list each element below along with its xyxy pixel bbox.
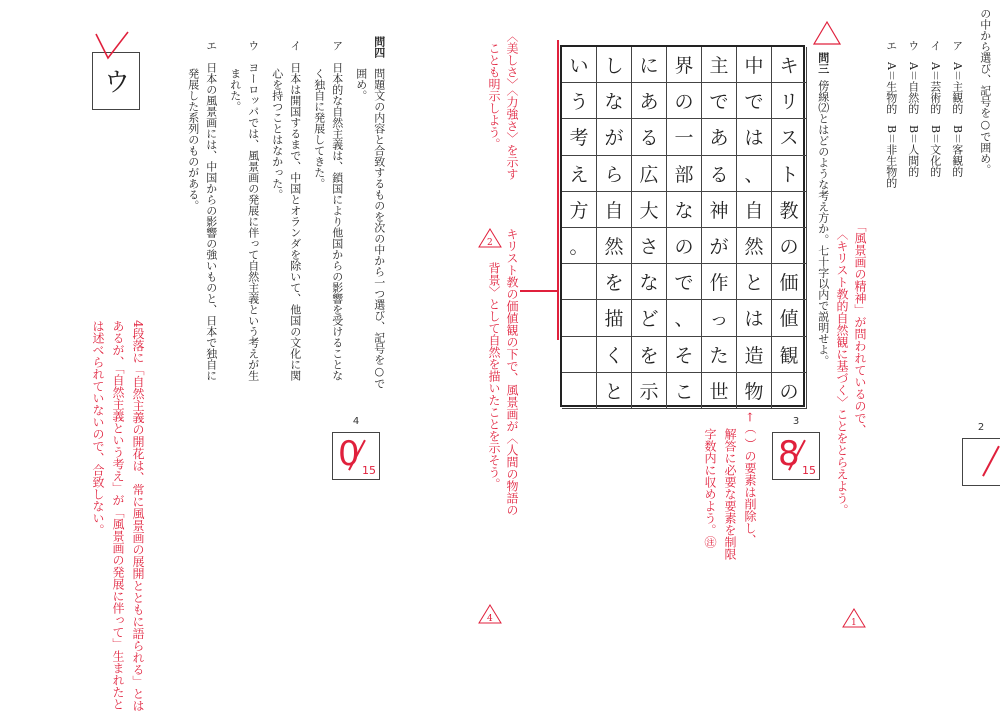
grid-cell: の [667, 83, 702, 119]
q3-comment-1: 「風景画の精神」が問われているので、 [853, 220, 867, 436]
q2-option-u: ウ A＝自然的 B＝人間的 [906, 40, 920, 178]
grid-cell: 値 [772, 300, 807, 336]
grid-cell: 自 [597, 192, 632, 228]
grid-cell: 神 [702, 192, 737, 228]
grid-cell: 作 [702, 264, 737, 300]
grid-cell: あ [702, 119, 737, 155]
grid-cell: と [737, 264, 772, 300]
grid-cell: い [562, 47, 597, 83]
grid-cell: 造 [737, 337, 772, 373]
q2-option-i: イ A＝芸術的 B＝文化的 [928, 40, 942, 178]
mark-triangle-q3 [812, 20, 842, 46]
q3-score-box [772, 416, 820, 480]
grid-cell: こ [667, 373, 702, 409]
grid-cell: う [562, 83, 597, 119]
grid-cell: 描 [597, 300, 632, 336]
grid-cell: く [597, 337, 632, 373]
grid-cell [562, 373, 597, 409]
q4-option-e-1: エ 日本の風景画には、中国からの影響の強いものと、日本で独自に [204, 40, 218, 381]
grid-cell: え [562, 156, 597, 192]
grid-cell: あ [632, 83, 667, 119]
grid-cell [562, 264, 597, 300]
q4-prompt-2: 囲め。 [354, 68, 368, 101]
q3-comment-6: 背景〉として自然を描いたことを示そう。 [487, 262, 501, 490]
grid-cell: 。 [562, 228, 597, 264]
grid-cell [562, 337, 597, 373]
mark-triangle-1 [842, 608, 866, 628]
grid-cell: 主 [702, 47, 737, 83]
q4-comment-3: は述べられていないので、合致しない。 [91, 320, 105, 536]
q4-option-e-2: 発展した系列のものがある。 [186, 68, 200, 211]
q4-score: 0 [338, 434, 360, 474]
q2-option-a: ア A＝主観的 B＝客観的 [950, 40, 964, 178]
grid-cell: し [597, 47, 632, 83]
grid-cell: ら [597, 156, 632, 192]
q4-option-a-2: く独自に発展してきた。 [312, 68, 326, 189]
grid-cell: な [597, 83, 632, 119]
q2-option-e: エ A＝生物的 B＝非生物的 [884, 40, 898, 189]
pen-connector [520, 290, 558, 292]
q4-score-label: 4 [352, 416, 360, 427]
q3-score-max: 15 [802, 464, 816, 477]
mark-1-label: 1 [851, 618, 857, 628]
grid-cell [562, 300, 597, 336]
grid-cell: 一 [667, 119, 702, 155]
grid-cell: 中 [737, 47, 772, 83]
grid-cell: ス [772, 119, 807, 155]
grid-cell: る [702, 156, 737, 192]
q4-heading: 問四 [372, 36, 386, 58]
mark-4-label: 4 [487, 614, 493, 624]
grid-cell: る [632, 119, 667, 155]
q2-line-0: の中から選び、記号を○で囲め。 [978, 8, 992, 175]
grid-cell: 考 [562, 119, 597, 155]
grid-cell: な [667, 192, 702, 228]
grid-cell: は [737, 119, 772, 155]
grid-cell: 世 [702, 373, 737, 409]
grid-cell: で [737, 83, 772, 119]
grid-cell: 界 [667, 47, 702, 83]
grid-cell: 教 [772, 192, 807, 228]
grid-cell: そ [667, 337, 702, 373]
grid-cell: 自 [737, 192, 772, 228]
grid-cell: 価 [772, 264, 807, 300]
grid-cell: が [702, 228, 737, 264]
q4-score-box [332, 416, 380, 480]
mark-triangle-2 [478, 228, 502, 248]
grid-cell: が [597, 119, 632, 155]
grid-cell: な [632, 264, 667, 300]
q3-comment-7: ←（ ）の要素は削除し、 [743, 412, 757, 546]
q3-score-label: 3 [792, 416, 800, 427]
grid-cell: で [667, 264, 702, 300]
grid-cell: の [772, 373, 807, 409]
grid-cell: 然 [737, 228, 772, 264]
q3-comment-2: 〈キリスト教的自然観に基づく〉ことをとらえよう。 [835, 228, 849, 516]
mark-triangle-4 [478, 604, 502, 624]
grid-cell: 、 [667, 300, 702, 336]
grid-cell: ど [632, 300, 667, 336]
grid-cell: 大 [632, 192, 667, 228]
grid-cell: 方 [562, 192, 597, 228]
grid-cell: を [632, 337, 667, 373]
grid-cell: 部 [667, 156, 702, 192]
q3-heading: 問三 [816, 52, 830, 74]
q3-comment-5: キリスト教の価値観の下で、風景画が〈人間の物語の [505, 228, 519, 516]
grid-cell: を [597, 264, 632, 300]
mark-2-label: 2 [487, 238, 493, 248]
q3-comment-9: 字数内に収めよう。㊟ [703, 428, 717, 548]
q4-score-max: 15 [362, 464, 376, 477]
grid-cell: 然 [597, 228, 632, 264]
q3-comment-3: 〈美しさ〉〈力強さ〉を示す [505, 30, 519, 180]
check-mark-icon [92, 30, 132, 64]
grid-cell: に [632, 47, 667, 83]
q3-comment-8: 解答に必要な要素を制限 [723, 428, 737, 560]
q4-answer: ウ [104, 68, 131, 98]
q4-option-i-2: 心を持つことはなかった。 [270, 68, 284, 200]
grid-cell: っ [702, 300, 737, 336]
q4-option-a-1: ア 日本的な自然主義は、鎖国により他国からの影響を受けることな [330, 40, 344, 381]
grid-cell: の [667, 228, 702, 264]
q4-option-u-2: まれた。 [228, 68, 242, 112]
pen-line-left [557, 40, 559, 340]
grid-cell: 観 [772, 337, 807, 373]
q4-option-i-1: イ 日本は開国するまで、中国とオランダを除いて、他国の文化に関 [288, 40, 302, 381]
grid-cell: と [597, 373, 632, 409]
grid-cell: 、 [737, 156, 772, 192]
q4-comment-2: あるが、「自然主義という考え」が「風景画の発展に伴って」生まれたと [111, 320, 125, 710]
q3-comment-4: ことも明示しよう。 [487, 42, 501, 150]
q4-option-u-1: ウ ヨーロッパでは、風景画の発展に伴って自然主義という考えが生 [246, 40, 260, 381]
grid-cell: の [772, 228, 807, 264]
q4-prompt-1: 問題文の内容と合致するものを次の中から一つ選び、記号を○で [372, 68, 386, 389]
q3-answer-grid [560, 45, 805, 407]
grid-cell: ト [772, 156, 807, 192]
q2-score-box [962, 422, 1000, 484]
grid-cell: キ [772, 47, 807, 83]
grid-cell: リ [772, 83, 807, 119]
grid-cell: 広 [632, 156, 667, 192]
q2-score-label: 2 [977, 422, 985, 433]
grid-cell: た [702, 337, 737, 373]
q3-score: 8 [778, 434, 800, 474]
grid-cell: で [702, 83, 737, 119]
grid-cell: は [737, 300, 772, 336]
q4-comment-1: 4段落に「自然主義の開花は、常に風景画の展開とともに語られる」とは [131, 320, 145, 712]
grid-cell: 示 [632, 373, 667, 409]
grid-cell: さ [632, 228, 667, 264]
grid-cell: 物 [737, 373, 772, 409]
q3-prompt: 傍線⑵とはどのような考え方か。七十字以内で説明せよ。 [816, 80, 830, 366]
